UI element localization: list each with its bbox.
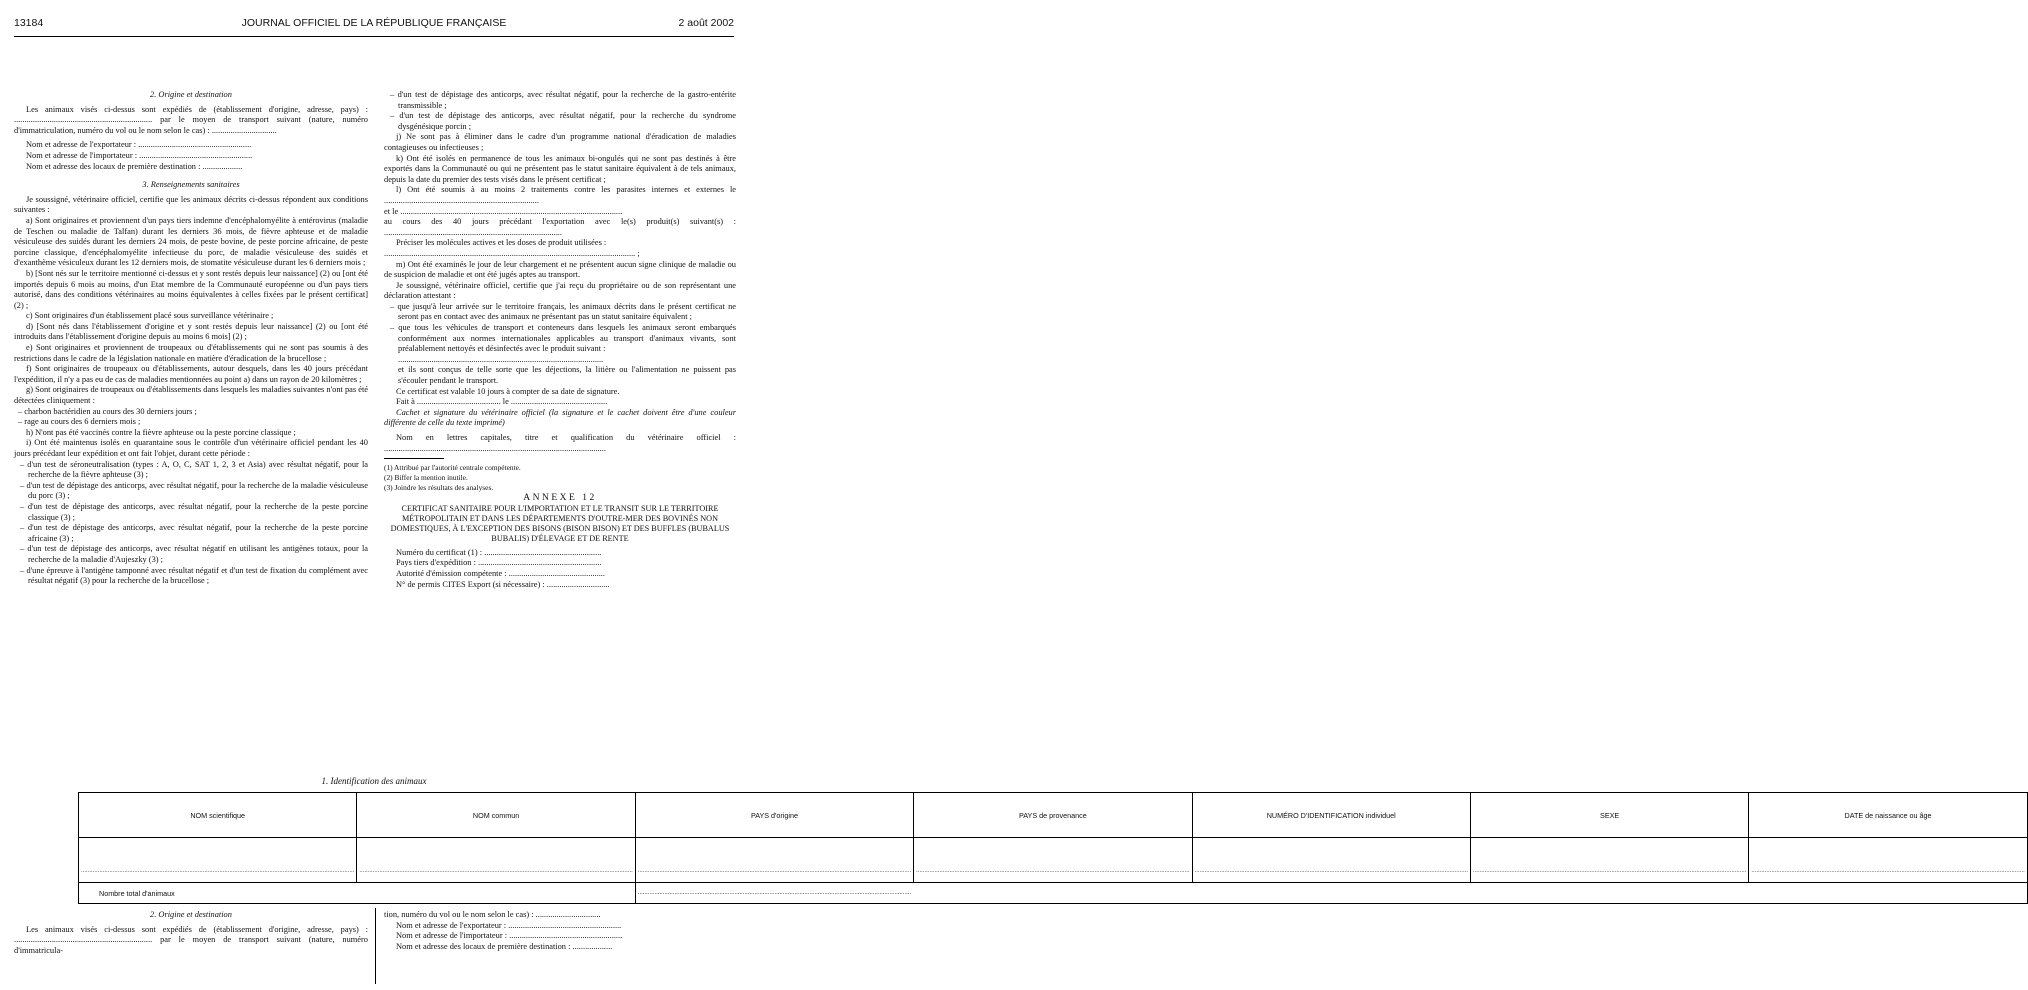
field-line: Nom et adresse de l'importateur : ...................................................... [26,150,253,160]
field-line: Nom en lettres capitales, titre et qualification du vétérinaire officiel : .......................................................................................................... [384,433,736,453]
table-cell: .................................................................................................................................................................... [635,838,913,883]
clause: j) Ne sont pas à éliminer dans le cadre d'un programme national d'éradication de maladies contagieuses ou infectieuses ; [384,132,736,152]
paragraph: et ils sont conçus de telle sorte que les déjections, la litière ou l'alimentation ne puissent pas s'écouler pendant le transport. [398,365,736,386]
table-row [79,838,2028,883]
field-line: Nom et adresse des locaux de première destination : ................... [26,161,243,171]
table-cell: .................................................................................................................................................................... [79,838,357,883]
clause: g) Sont originaires de troupeaux ou d'établissements dans lesquels les maladies suivantes n'ont pas été détectées cliniquement : [14,385,368,406]
list-item: – d'un test de dépistage des anticorps, avec résultat négatif en utilisant les antigènes totaux, pour la recherche de la maladie d'Aujeszky (3) ; [20,544,368,564]
footnote-rule [384,458,444,459]
clause: b) [Sont nés sur le territoire mentionné ci-dessus et y sont restés depuis leur naissance] (2) ou [ont été importés depuis 6 mois au moins, d'un Etat membre de la Communauté européenne ou d'un pays tiers autorisé, dans des conditions vétérinaires au moins équivalentes à celles fixées par le présent certificat] (2) ; [14,268,368,310]
identification-title: 1. Identification des animaux [321,776,427,786]
clause: d) [Sont nés dans l'établissement d'origine et y sont restés depuis leur naissance] (2) ou [ont été introduits dans l'établissement d'origine depuis au moins 6 mois] (2) ; [14,321,368,342]
clause: a) Sont originaires et proviennent d'un pays tiers indemne d'encéphalomyélite à entérovirus (maladie de Teschen ou maladie de Talfan) durant les derniers 36 mois, de fièvre aphteuse et de maladie vésiculeuse des suidés durant les derniers 24 mois, de peste bovine, de peste porcine africaine, de peste porcine classique, d'encéphalomyélite infectieuse du porc, de maladie vésiculeuse des suidés et d'exanthème vésiculeux durant les 12 derniers mois, de stomatite vésiculeuse durant les 6 derniers mois ; [14,215,368,268]
column-header: NOM scientifique [79,793,357,838]
list-item: – charbon bactéridien au cours des 30 derniers jours ; [18,406,197,416]
left-column [14,90,368,587]
list-item: – que tous les véhicules de transport et conteneurs dans lesquels les animaux seront embarqués conformément aux normes internationales applicables au transport d'animaux vivants, sont préalablement nettoyés et désinfectés avec le produit suivant : [390,323,736,354]
clause: e) Sont originaires et proviennent de troupeaux ou d'établissements qui ne sont pas soumis à des restrictions dans le cadre de la législation nationale en matière d'éradication de la brucellose ; [14,343,368,363]
field-line: Nom et adresse de l'exportateur : ...................................................... [26,140,252,150]
list-item: – d'un test de dépistage des anticorps, avec résultat négatif, pour la recherche du syndrome dysgénésique porcin ; [390,111,736,131]
bottom-right-column [384,910,736,952]
column-header: NOM commun [357,793,635,838]
table-cell: .................................................................................................................................................................... [1192,838,1470,883]
clause: f) Sont originaires de troupeaux ou d'établissements, autour desquels, dans les 40 jours précédant l'expédition, il n'y a pas eu de cas de maladies mentionnées au point a) dans un rayon de 20 kilomètres ; [14,364,368,384]
journal-title: JOURNAL OFFICIEL DE LA RÉPUBLIQUE FRANÇAISE [241,17,507,29]
table-cell: .................................................................................................................................................................... [1470,838,1748,883]
field-line: Nom et adresse de l'exportateur : ...................................................... [396,920,622,930]
table-cell: .................................................................................................................................................................... [1749,838,2027,883]
field-line: Nom et adresse de l'importateur : ...................................................... [396,931,623,941]
list-item: – d'un test de dépistage des anticorps, avec résultat négatif, pour la recherche de la peste porcine africaine (3) ; [20,523,368,543]
field-line: au cours des 40 jours précédant l'exportation avec le(s) produit(s) suivant(s) : ..................................................................................... [384,217,736,237]
field-line: Nom et adresse des locaux de première destination : ................... [396,941,613,951]
list-item: – d'une épreuve à l'antigène tamponné avec résultat négatif et d'un test de fixation du complément avec résultat négatif (3) pour la recherche de la brucellose ; [20,565,368,586]
certificate-title: CERTIFICAT SANITAIRE POUR L'IMPORTATION ET LE TRANSIT SUR LE TERRITOIRE MÉTROPOLITAIN ET DANS LES DÉPARTEMENTS D'OUTRE-MER DES BOVINÉS NON DOMESTIQUES, À L'EXCEPTION DES BISONS (BISON BISON) ET DES BUFFLES (BUBALUS BUBALIS) D'ÉLEVAGE ET DE RENTE [390,503,730,543]
list-item: – d'un test de séroneutralisation (types : A, O, C, SAT 1, 2, 3 et Asia) avec résultat négatif, pour la recherche de la fièvre aphteuse (3) ; [20,459,368,480]
annexe-heading: ANNEXE 12 [523,493,597,504]
field-line: tion, numéro du vol ou le nom selon le cas) : ............................... [384,910,601,919]
field-line: Fait à ........................................ le .............................................. [396,397,608,407]
table-cell: .................................................................................................................................................................... [914,838,1192,883]
clause: c) Sont originaires d'un établissement placé sous surveillance vétérinaire ; [26,311,274,321]
section-title: 3. Renseignements sanitaires [142,180,240,190]
column-header: PAYS de provenance [914,793,1192,838]
field-line: Pays tiers d'expédition : ........................................................... [396,558,602,568]
publication-date: 2 août 2002 [678,17,734,29]
total-value: .................................................................................................................................................................... [635,883,2027,904]
field-line: ........................................................................................................................ ; [384,248,640,258]
section-title: 2. Origine et destination [150,90,232,99]
clause: l) Ont été soumis à au moins 2 traitements contre les parasites internes et externes le .......................................................................... [384,185,736,205]
list-item: – d'un test de dépistage des anticorps, avec résultat négatif, pour la recherche de la peste porcine classique (3) ; [20,501,368,522]
field-line: Autorité d'émission compétente : .............................................. [396,568,605,578]
clause: k) Ont été isolés en permanence de tous les animaux bi-ongulés qui ne sont pas destinés à être exportés dans la Communauté ou qui ne présentent pas le statut sanitaire équivalent à de tels animaux, depuis la date du premier des tests visés dans le présent certificat ; [384,153,736,184]
list-item: – d'un test de dépistage des anticorps, avec résultat négatif, pour la recherche de la maladie vésiculeuse du porc (3) ; [20,480,368,501]
footnote: (2) Biffer la mention inutile. [384,473,468,483]
paragraph: Les animaux visés ci-dessus sont expédiés de (établissement d'origine, adresse, pays) : .................................................................. par le moyen de transport suivant (nature, numéro d'immatriculation, numéro du vol ou le nom selon le cas) : ............................... [14,104,368,135]
column-divider [375,908,376,984]
paragraph: Cachet et signature du vétérinaire officiel (la signature et le cachet doivent être d'une couleur différente de celle du texte imprimé) [384,407,736,428]
section-title: 2. Origine et destination [150,910,232,919]
clause: m) Ont été examinés le jour de leur chargement et ne présentent aucun signe clinique de maladie ou de suspicion de maladie et ont été jugés aptes au transport. [384,259,736,280]
list-item: – que jusqu'à leur arrivée sur le territoire français, les animaux décrits dans le présent certificat ne seront pas en contact avec des animaux ne présentant pas un statut sanitaire équivalent ; [390,301,736,322]
right-column [384,90,736,590]
column-header: NUMÉRO D'IDENTIFICATION individuel [1192,793,1470,838]
total-row [79,883,2028,904]
list-item: – d'un test de dépistage des anticorps, avec résultat négatif, pour la recherche de la gastro-entérite transmissible ; [390,90,736,110]
paragraph: Préciser les molécules actives et les doses de produit utilisées : [396,238,607,248]
page-header [14,14,734,37]
clause: h) N'ont pas été vaccinés contre la fièvre aphteuse ou la peste porcine classique ; [26,427,296,437]
total-label: Nombre total d'animaux [79,883,636,904]
column-header: DATE de naissance ou âge [1749,793,2027,838]
identification-table [78,792,2028,904]
field-line: Numéro du certificat (1) : ........................................................ [396,547,602,557]
field-line: .................................................................................................. [398,354,604,364]
paragraph: Je soussigné, vétérinaire officiel, certifie que j'ai reçu du propriétaire ou de son représentant une déclaration attestant : [384,280,736,301]
column-header: PAYS d'origine [635,793,913,838]
field-line: N° de permis CITES Export (si nécessaire) : .............................. [396,579,610,589]
column-header: SEXE [1470,793,1748,838]
paragraph: Les animaux visés ci-dessus sont expédiés de (établissement d'origine, adresse, pays) : .................................................................. par le moyen de transport suivant (nature, numéro d'immatricula- [14,924,368,955]
footnote: (3) Joindre les résultats des analyses. [384,483,494,493]
field-line: et le .......................................................................................................... [384,206,623,216]
paragraph: Ce certificat est valable 10 jours à compter de sa date de signature. [396,386,620,396]
page-number: 13184 [14,17,44,29]
paragraph: Je soussigné, vétérinaire officiel, certifie que les animaux décrits ci-dessus répondent aux conditions suivantes : [14,194,368,215]
bottom-left-column [14,910,368,956]
table-cell: .................................................................................................................................................................... [357,838,635,883]
list-item: – rage au cours des 6 derniers mois ; [18,417,141,427]
footnote: (1) Attribué par l'autorité centrale compétente. [384,463,521,473]
clause: i) Ont été maintenus isolés en quarantaine sous le contrôle d'un vétérinaire officiel pendant les 40 jours précédant leur expédition et ont fait l'objet, durant cette période : [14,438,368,458]
